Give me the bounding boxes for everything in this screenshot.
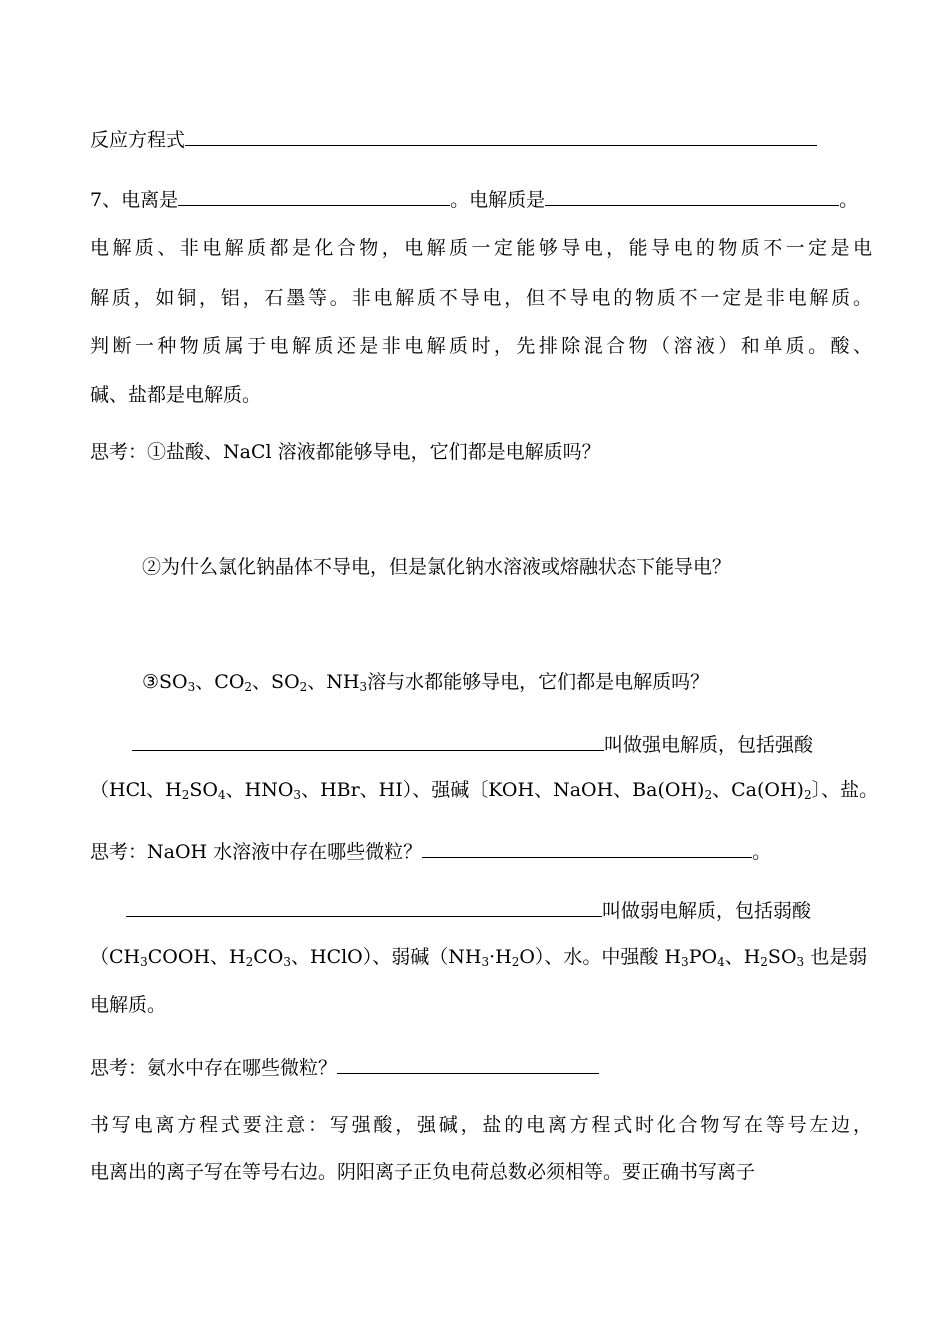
weak-electrolyte-end: 电解质。 [90, 994, 167, 1016]
question-5-label: 思考：氨水中存在哪些微粒？ [90, 1057, 338, 1079]
reaction-equation-line [90, 125, 817, 152]
question-1: 思考：①盐酸、NaCl 溶液都能够导电，它们都是电解质吗？ [90, 441, 601, 463]
writing-note-line-2: 电离出的离子写在等号右边。阴阳离子正负电荷总数必须相等。要正确书写离子 [90, 1161, 756, 1183]
question-4: 思考：NaOH 水溶液中存在哪些微粒？ 。 [90, 837, 771, 864]
electrolyte-label: 。电解质是 [450, 189, 546, 211]
ammonia-particles-blank[interactable] [337, 1053, 599, 1074]
weak-electrolyte-examples: （$CH_3COOH$、$H_2CO_3$、HClO）、弱碱$(NH_3\cdot H_2O)$、水。中强酸 $H_3PO_4$、$H_2SO_3$ 也是弱 [90, 946, 868, 969]
ionization-line [90, 185, 858, 212]
weak-electrolyte-blank[interactable] [126, 896, 602, 917]
strong-electrolyte-blank[interactable] [132, 730, 604, 751]
strong-electrolyte-examples: （HCl、$H_2SO_4$、$HNO_3$、HBr、HI）、强碱〔KOH、NaOH、$Ba(OH)_2$、$Ca(OH)_2$〕、盐。 [90, 779, 879, 802]
period: 。 [839, 189, 859, 211]
electrolyte-blank[interactable] [545, 185, 839, 206]
strong-electrolyte-label: 叫做强电解质，包括强酸 [604, 734, 814, 756]
reaction-equation-label: 反应方程式 [90, 129, 186, 151]
strong-electrolyte-line [132, 730, 813, 757]
weak-electrolyte-line [126, 896, 811, 923]
paragraph-line-2: 解质，如铜，铝，石墨等。非电解质不导电，但不导电的物质不一定是非电解质。 [90, 287, 872, 309]
question-2: ②为什么氯化钠晶体不导电，但是氯化钠水溶液或熔融状态下能导电？ [142, 556, 732, 578]
paragraph-line-3: 判断一种物质属于电解质还是非电解质时，先排除混合物（溶液）和单质。酸、 [90, 335, 872, 357]
naoh-particles-blank[interactable] [422, 837, 752, 858]
ionization-label: 7、电离是 [90, 189, 179, 211]
writing-note-line-1: 书写电离方程式要注意：写强酸，强碱，盐的电离方程式时化合物写在等号左边， [90, 1114, 872, 1136]
ionization-blank[interactable] [178, 185, 450, 206]
weak-electrolyte-label: 叫做弱电解质，包括弱酸 [602, 900, 812, 922]
paragraph-line-4: 碱、盐都是电解质。 [90, 384, 262, 406]
reaction-equation-blank[interactable] [185, 125, 817, 146]
question-4-label: 思考：NaOH 水溶液中存在哪些微粒？ [90, 841, 423, 863]
question-3: $③SO_3$、$CO_2$、$SO_2$、$NH_3$溶与水都能够导电，它们都是电解质吗？ [142, 671, 710, 694]
paragraph-line-1: 电解质、非电解质都是化合物，电解质一定能够导电，能导电的物质不一定是电 [90, 237, 872, 259]
question-5 [90, 1053, 599, 1080]
